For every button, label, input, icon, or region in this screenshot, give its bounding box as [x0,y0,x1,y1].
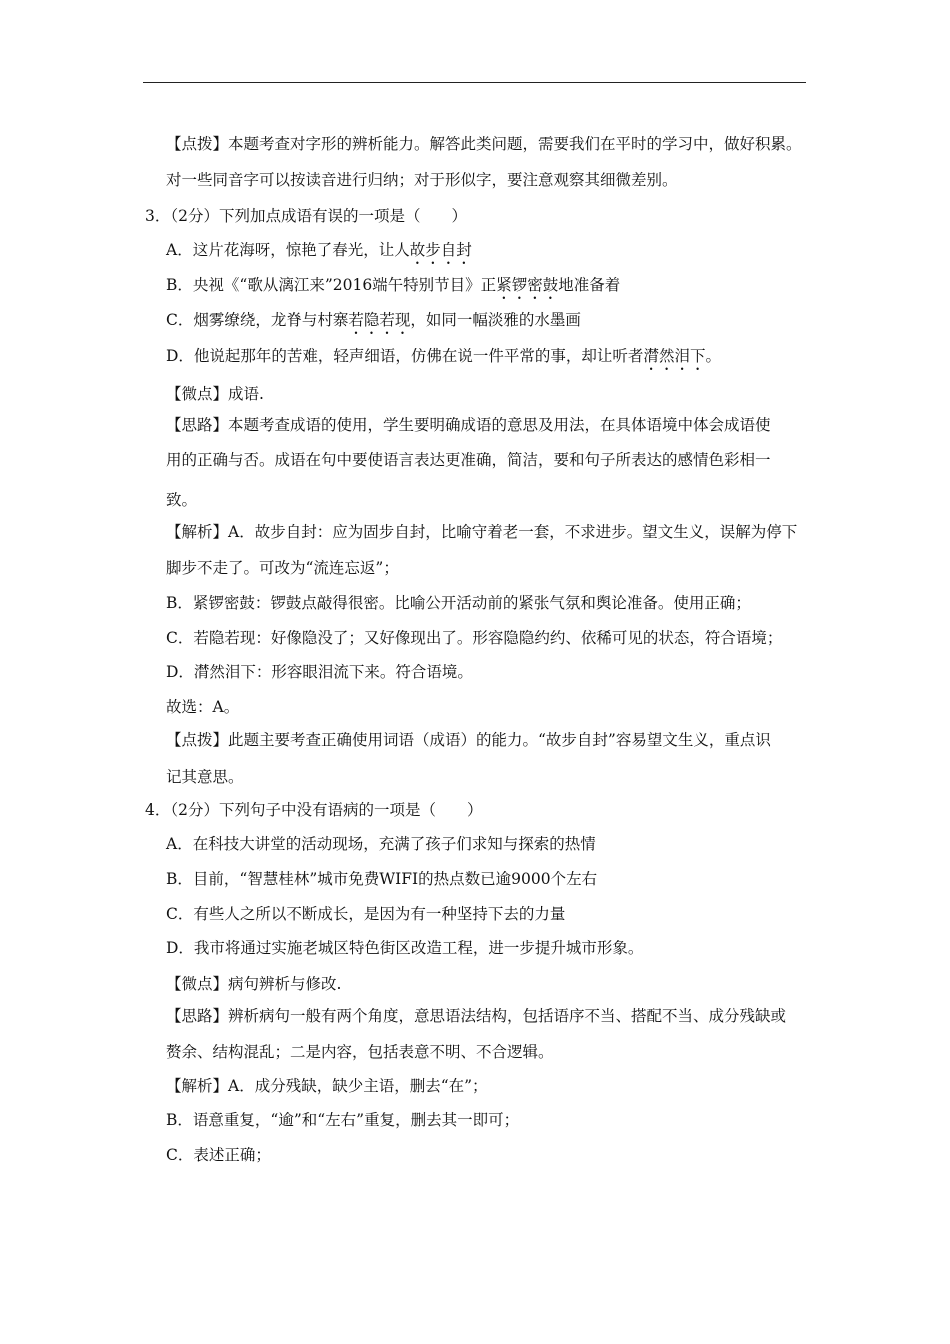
text-line: C．表述正确； [166,1146,271,1164]
text-line: 【点拨】本题考查对字形的辨析能力。解答此类问题，需要我们在平时的学习中，做好积累。 [166,135,802,153]
text-line: 【思路】辨析病句一般有两个角度，意思语法结构，包括语序不当、搭配不当、成分残缺或 [166,1007,787,1025]
text-line [166,275,620,303]
text-line [166,240,472,268]
text-line: 对一些同音字可以按读音进行归纳；对于形似字，要注意观察其细微差别。 [166,171,678,189]
text-line: 赘余、结构混乱；二是内容，包括表意不明、不合逻辑。 [166,1043,554,1061]
text-line: 【解析】A．故步自封：应为固步自封，比喻守着老一套，不求进步。望文生义，误解为停下 [166,523,798,541]
text-line: D．我市将通过实施老城区特色街区改造工程，进一步提升城市形象。 [166,939,644,957]
emphasized-idiom: 故步自封 [409,241,472,259]
text-line: B．目前，“智慧桂林”城市免费WIFI的热点数已逾9000个左右 [166,870,598,888]
text-line: 记其意思。 [166,768,244,786]
text-line: 【解析】A．成分残缺，缺少主语，删去“在”； [166,1077,488,1095]
text-line: 4．（2分）下列句子中没有语病的一项是（ ） [145,801,483,819]
line-text: C．烟雾缭绕，龙脊与村寨 [166,311,349,329]
text-line [166,346,721,374]
line-text: A．这片花海呀，惊艳了春光，让人 [166,241,410,259]
text-line: 用的正确与否。成语在句中要使语言表达更准确，简洁，要和句子所表达的感情色彩相一 [166,451,771,469]
line-text: B．央视《“歌从漓江来”2016端午特别节目》正 [166,276,497,294]
header-rule [143,82,806,83]
text-line: A．在科技大讲堂的活动现场，充满了孩子们求知与探索的热情 [166,835,596,853]
line-text: 。 [705,347,721,365]
text-line: C．有些人之所以不断成长，是因为有一种坚持下去的力量 [166,905,566,923]
text-line: 【微点】病句辨析与修改. [166,975,342,993]
text-line: 致。 [166,491,198,509]
text-line: 脚步不走了。可改为“流连忘返”； [166,559,399,577]
text-line: B．紧锣密鼓：锣鼓点敲得很密。比喻公开活动前的紧张气氛和舆论准备。使用正确； [166,594,751,612]
line-text: D．他说起那年的苦难，轻声细语，仿佛在说一件平常的事，却让听者 [166,347,644,365]
text-line: C．若隐若现：好像隐没了；又好像现出了。形容隐隐约约、依稀可见的状态，符合语境； [166,629,783,647]
text-line: 【点拨】此题主要考查正确使用词语（成语）的能力。“故步自封”容易望文生义，重点识 [166,731,771,749]
text-line: B．语意重复，“逾”和“左右”重复，删去其一即可； [166,1111,520,1129]
text-line: 故选：A。 [166,698,240,716]
emphasized-idiom: 若隐若现 [348,311,411,329]
text-line [166,310,581,338]
line-text: ，如同一幅淡雅的水墨画 [410,311,581,329]
emphasized-idiom: 潸然泪下 [643,347,706,365]
text-line: 【思路】本题考查成语的使用，学生要明确成语的意思及用法，在具体语境中体会成语使 [166,416,771,434]
text-line: 3．（2分）下列加点成语有误的一项是（ ） [145,207,467,225]
text-line: D．潸然泪下：形容眼泪流下来。符合语境。 [166,663,473,681]
emphasized-idiom: 紧锣密鼓 [496,276,559,294]
line-text: 地准备着 [558,276,621,294]
text-line: 【微点】成语. [166,385,264,403]
